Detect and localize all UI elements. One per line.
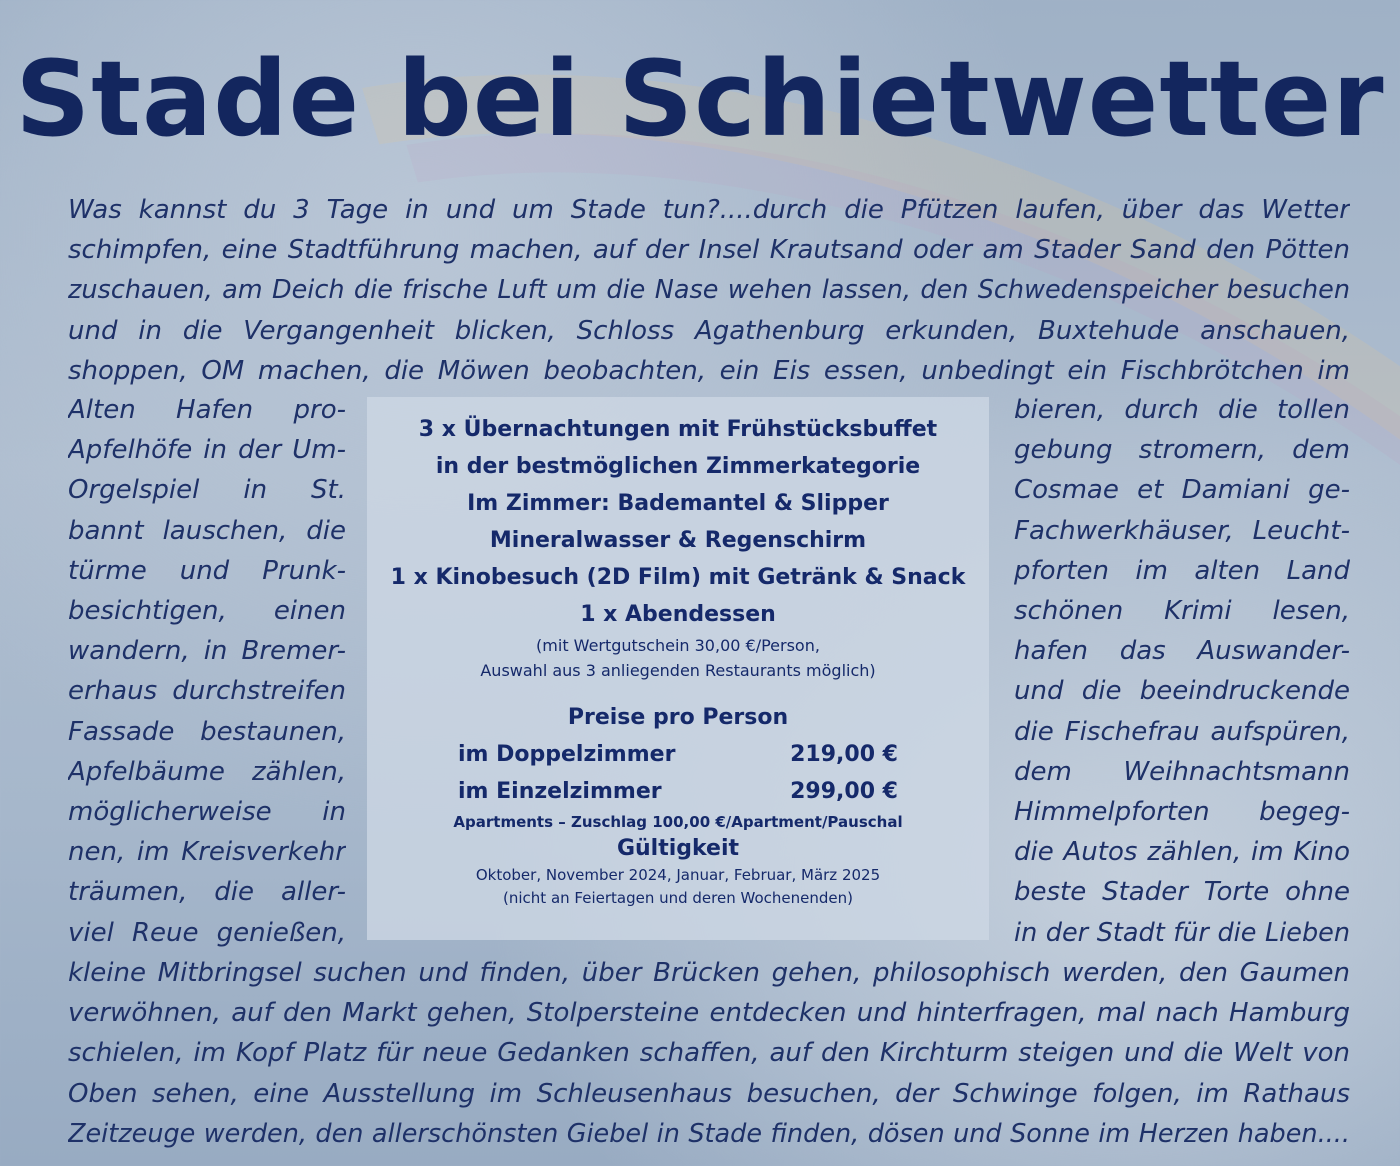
offer-item: 3 x Übernachtungen mit Frühstücksbuffet [418,417,938,442]
right-column-text [1014,390,1350,953]
right-line: die Fischefrau aufspüren, [1014,716,1350,747]
right-line: in der Stadt für die Lieben [1014,917,1350,948]
page-title: Stade bei Schietwetter [15,38,1385,160]
offer-item: Mineralwasser & Regenschirm [489,528,867,553]
right-line: bieren, durch die tollen [1014,395,1350,425]
offer-item: 1 x Abendessen [580,602,776,627]
closing-line: kleine Mitbringsel suchen und finden, über Brücken gehen, philosophisch werden, den Gaumen [68,958,1350,988]
left-line: wandern, in Bremer- [68,636,346,667]
price-row-single [458,773,898,810]
right-line: und die beeindruckende [1014,676,1350,707]
right-line: beste Stader Torte ohne [1014,877,1350,908]
price-row-double [458,736,898,773]
validity-heading: Gültigkeit [616,836,740,861]
right-line: schönen Krimi lesen, [1014,596,1350,627]
closing-line: verwöhnen, auf den Markt gehen, Stolpersteine entdecken und hinterfragen, mal nach Hamburg [68,998,1350,1029]
closing-paragraph [68,953,1350,1154]
left-line: nen, im Kreisverkehr [68,837,346,868]
intro-line: schimpfen, eine Stadtführung machen, auf der Insel Krautsand oder am Stader Sand den Pötten [68,235,1350,266]
right-line: die Autos zählen, im Kino [1014,837,1350,868]
validity-dates: Oktober, November 2024, Januar, Februar, März 2025 [475,866,881,884]
offer-box [367,397,989,940]
left-line: träumen, die aller- [68,877,346,908]
left-line: Fassade bestaunen, [68,716,346,747]
closing-line: schielen, im Kopf Platz für neue Gedanken schaffen, auf den Kirchturm steigen und die Welt von [68,1038,1350,1069]
left-line: Apfelhöfe in der Um- [68,435,346,466]
prices-heading: Preise pro Person [567,705,789,730]
single-room-label: im Einzelzimmer [458,779,662,804]
right-line: Cosmae et Damiani ge- [1014,475,1350,506]
left-column-text [68,390,346,953]
closing-line: Zeitzeuge werden, den allerschönsten Giebel in Stade finden, dösen und Sonne im Herzen haben.... [68,1118,1350,1149]
right-line: Himmelpforten begeg- [1014,797,1350,828]
intro-line: zuschauen, am Deich die frische Luft um die Nase wehen lassen, den Schwedenspeicher besuchen [68,275,1350,306]
intro-paragraph [68,190,1350,391]
right-line: gebung stromern, dem [1014,435,1350,466]
right-line: dem Weihnachtsmann [1014,756,1350,787]
intro-line: Was kannst du 3 Tage in und um Stade tun?....durch die Pfützen laufen, über das Wetter [68,195,1350,225]
right-line: pforten im alten Land [1014,555,1350,586]
closing-line: Oben sehen, eine Ausstellung im Schleusenhaus besuchen, der Schwinge folgen, im Rathaus [68,1078,1350,1109]
double-room-price: 219,00 € [790,742,898,767]
double-room-label: im Doppelzimmer [458,742,676,767]
right-line: Fachwerkhäuser, Leucht- [1014,515,1350,546]
single-room-price: 299,00 € [790,779,898,804]
dinner-note: Auswahl aus 3 anliegenden Restaurants möglich) [480,661,876,680]
offer-item: Im Zimmer: Bademantel & Slipper [467,491,889,516]
left-line: Orgelspiel in St. [68,475,346,506]
offer-item: 1 x Kinobesuch (2D Film) mit Getränk & Snack [390,565,966,590]
right-line: hafen das Auswander- [1014,636,1350,667]
left-line: Apfelbäume zählen, [68,756,346,787]
dinner-note: (mit Wertgutschein 30,00 €/Person, [536,636,820,655]
left-line: türme und Prunk- [68,555,346,586]
intro-line: shoppen, OM machen, die Möwen beobachten, ein Eis essen, unbedingt ein Fischbrötchen im [68,355,1350,386]
left-line: besichtigen, einen [68,596,346,627]
intro-line: und in die Vergangenheit blicken, Schloss Agathenburg erkunden, Buxtehude anschauen, [68,315,1350,346]
validity-note: (nicht an Feiertagen und deren Wochenenden) [503,889,853,907]
left-line: erhaus durchstreifen [68,676,346,707]
left-line: bannt lauschen, die [68,515,346,546]
apartments-note: Apartments – Zuschlag 100,00 €/Apartment/Pauschal [453,813,903,831]
offer-item: in der bestmöglichen Zimmerkategorie [435,454,921,479]
left-line: Alten Hafen pro- [68,395,346,425]
left-line: viel Reue genießen, [68,917,346,948]
left-line: möglicherweise in [68,797,346,828]
